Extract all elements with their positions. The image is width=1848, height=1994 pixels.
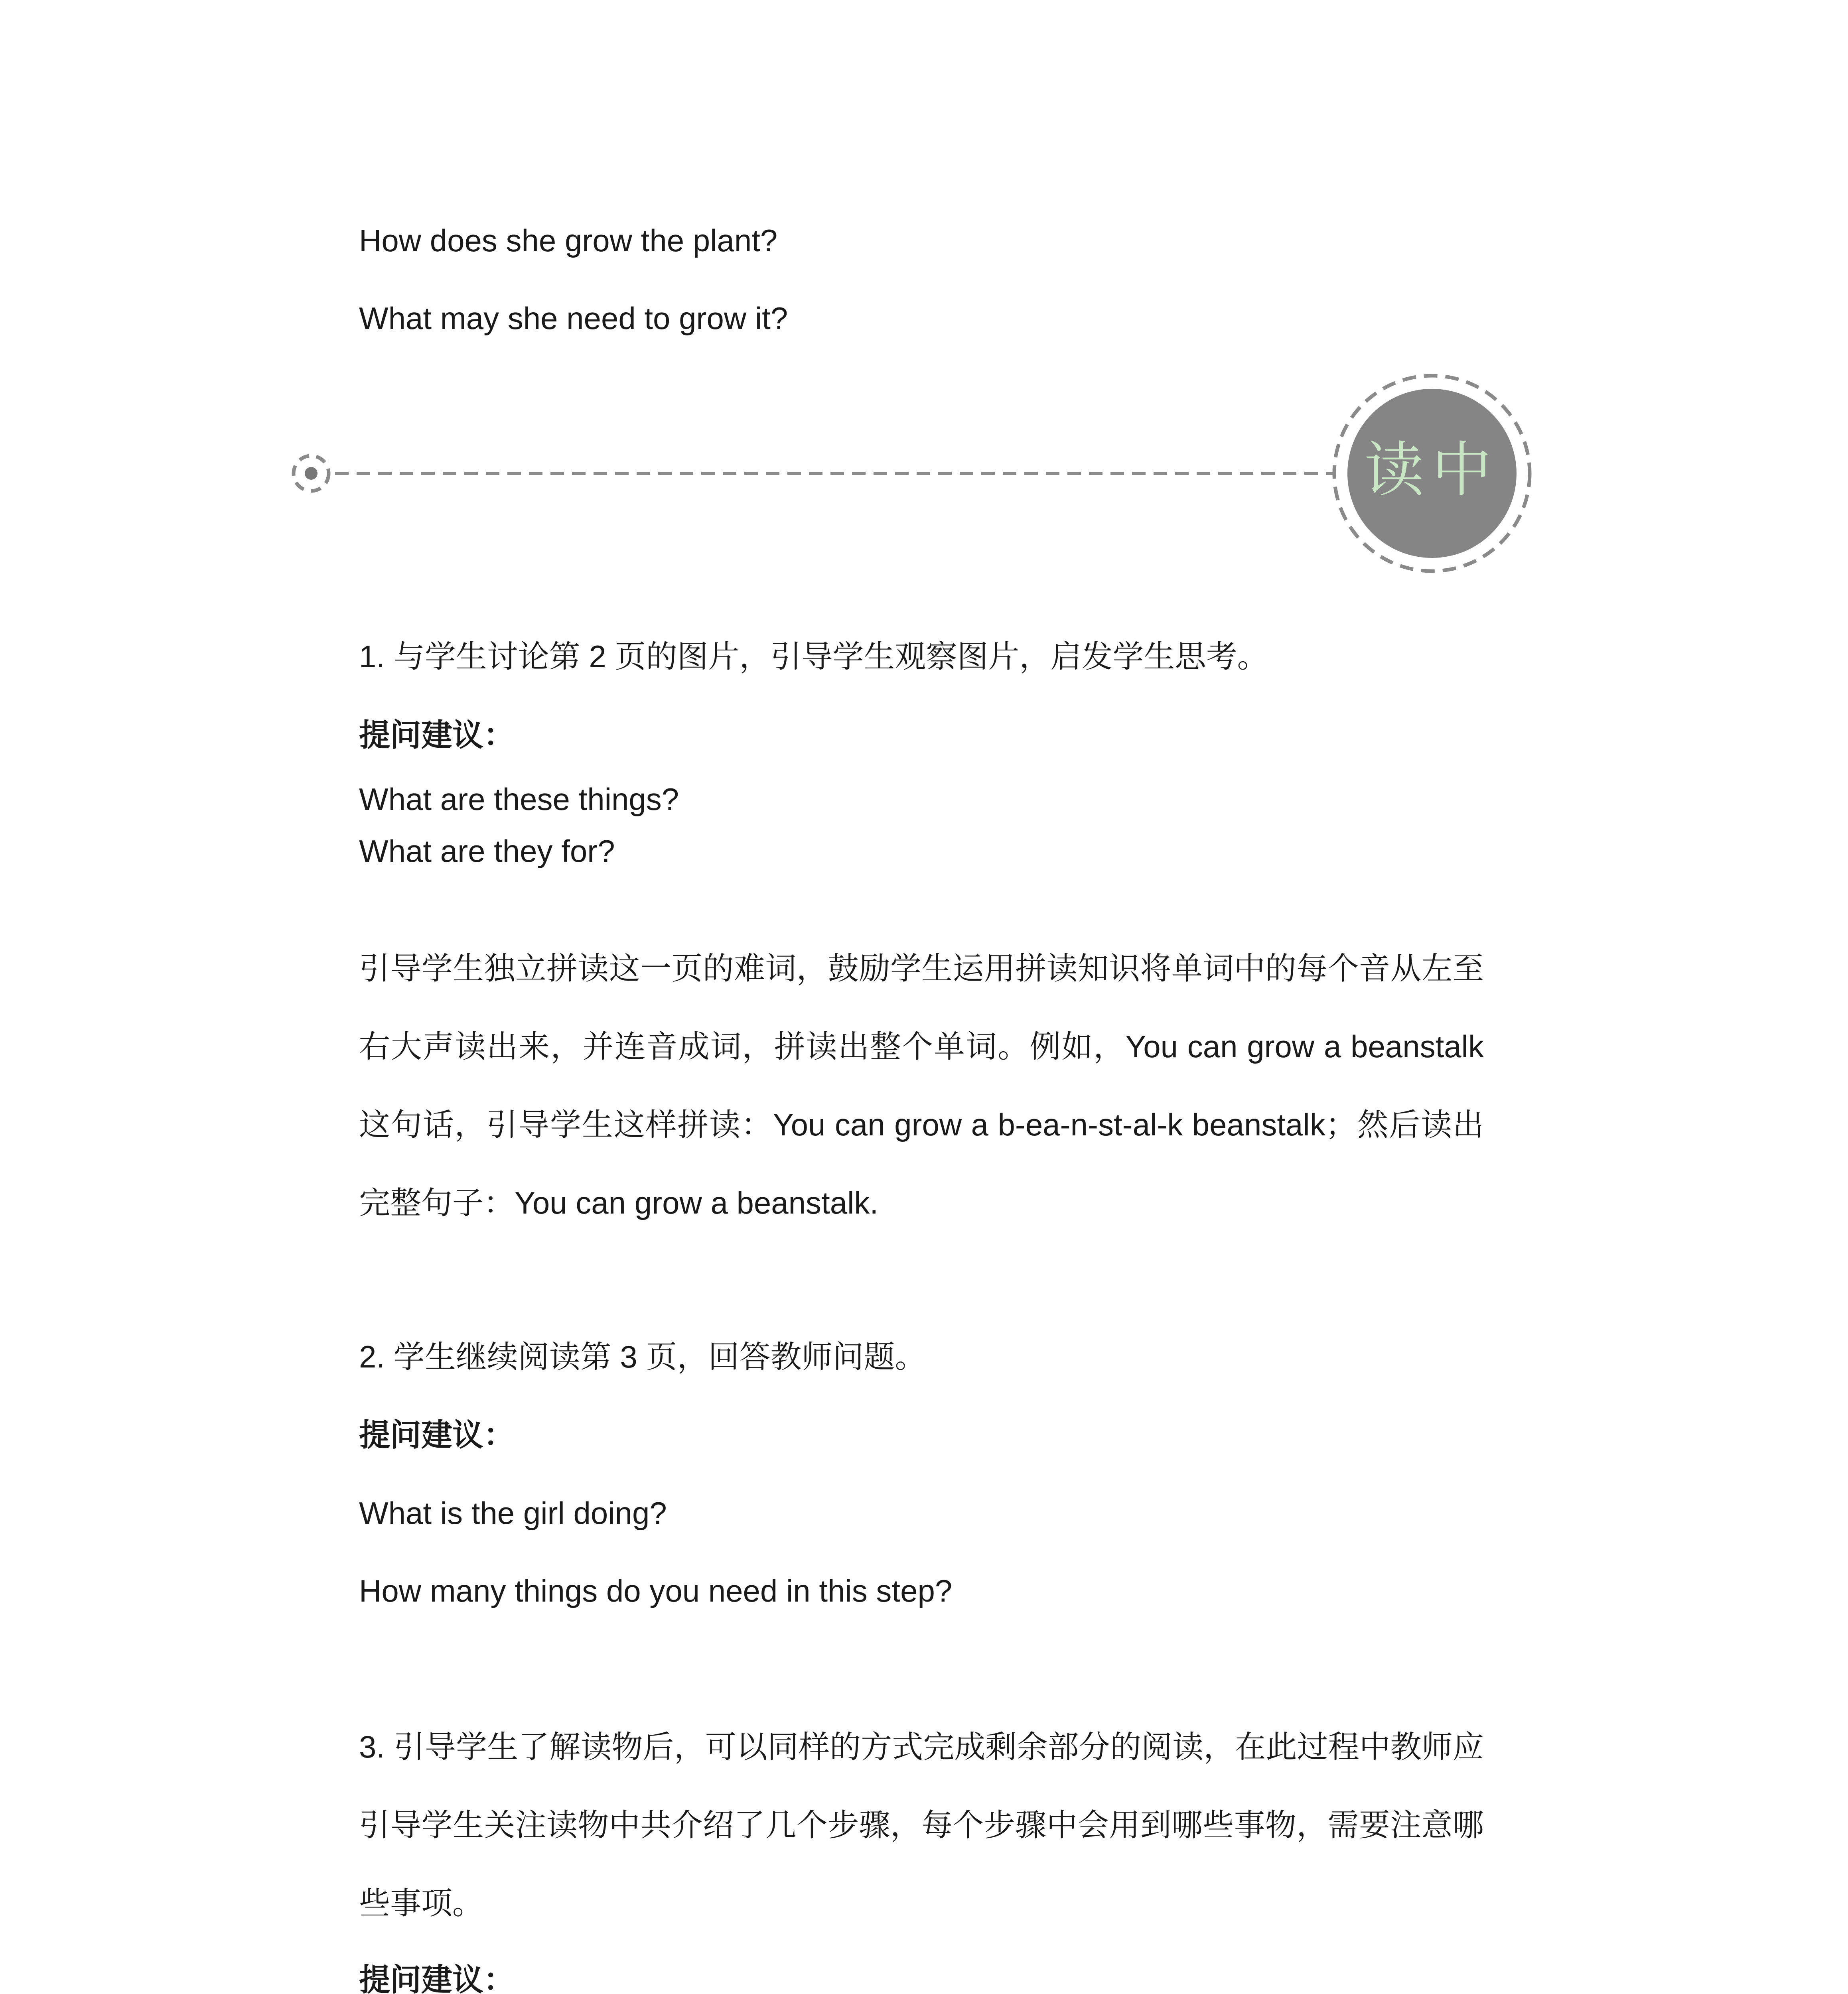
intro-question-2: What may she need to grow it? xyxy=(359,301,788,336)
step2-text: 2. 学生继续阅读第 3 页，回答教师问题。 xyxy=(359,1339,926,1374)
step1-heading: 提问建议： xyxy=(359,717,515,753)
step3-paragraph: 3. 引导学生了解读物后，可以同样的方式完成剩余部分的阅读，在此过程中教师应引导学生关注读物中共介绍了几个步骤，每个步骤中会用到哪些事物，需要注意哪些事项。 xyxy=(359,1729,1484,1921)
step2-heading: 提问建议： xyxy=(359,1417,515,1452)
section-badge-label: 读中 xyxy=(1364,435,1500,505)
intro-question-1: How does she grow the plant? xyxy=(359,223,778,258)
step3-heading: 提问建议： xyxy=(359,1962,515,1994)
step1-question-2: What are they for? xyxy=(359,833,615,869)
step1-text: 1. 与学生讨论第 2 页的图片，引导学生观察图片，启发学生思考。 xyxy=(359,639,1268,674)
step1-paragraph: 引导学生独立拼读这一页的难词，鼓励学生运用拼读知识将单词中的每个音从左至右大声读出来，并连音成词，拼读出整个单词。例如，You can grow a beanstalk 这句话，引导学生这样拼读：You can grow a b-ea-n-st-al-k beanstalk；然后读出完整句子：You can grow a beanstalk. xyxy=(359,951,1484,1220)
step2-question-2: How many things do you need in this step? xyxy=(359,1573,953,1608)
step1-question-1: What are these things? xyxy=(359,782,679,817)
step2-question-1: What is the girl doing? xyxy=(359,1496,667,1531)
